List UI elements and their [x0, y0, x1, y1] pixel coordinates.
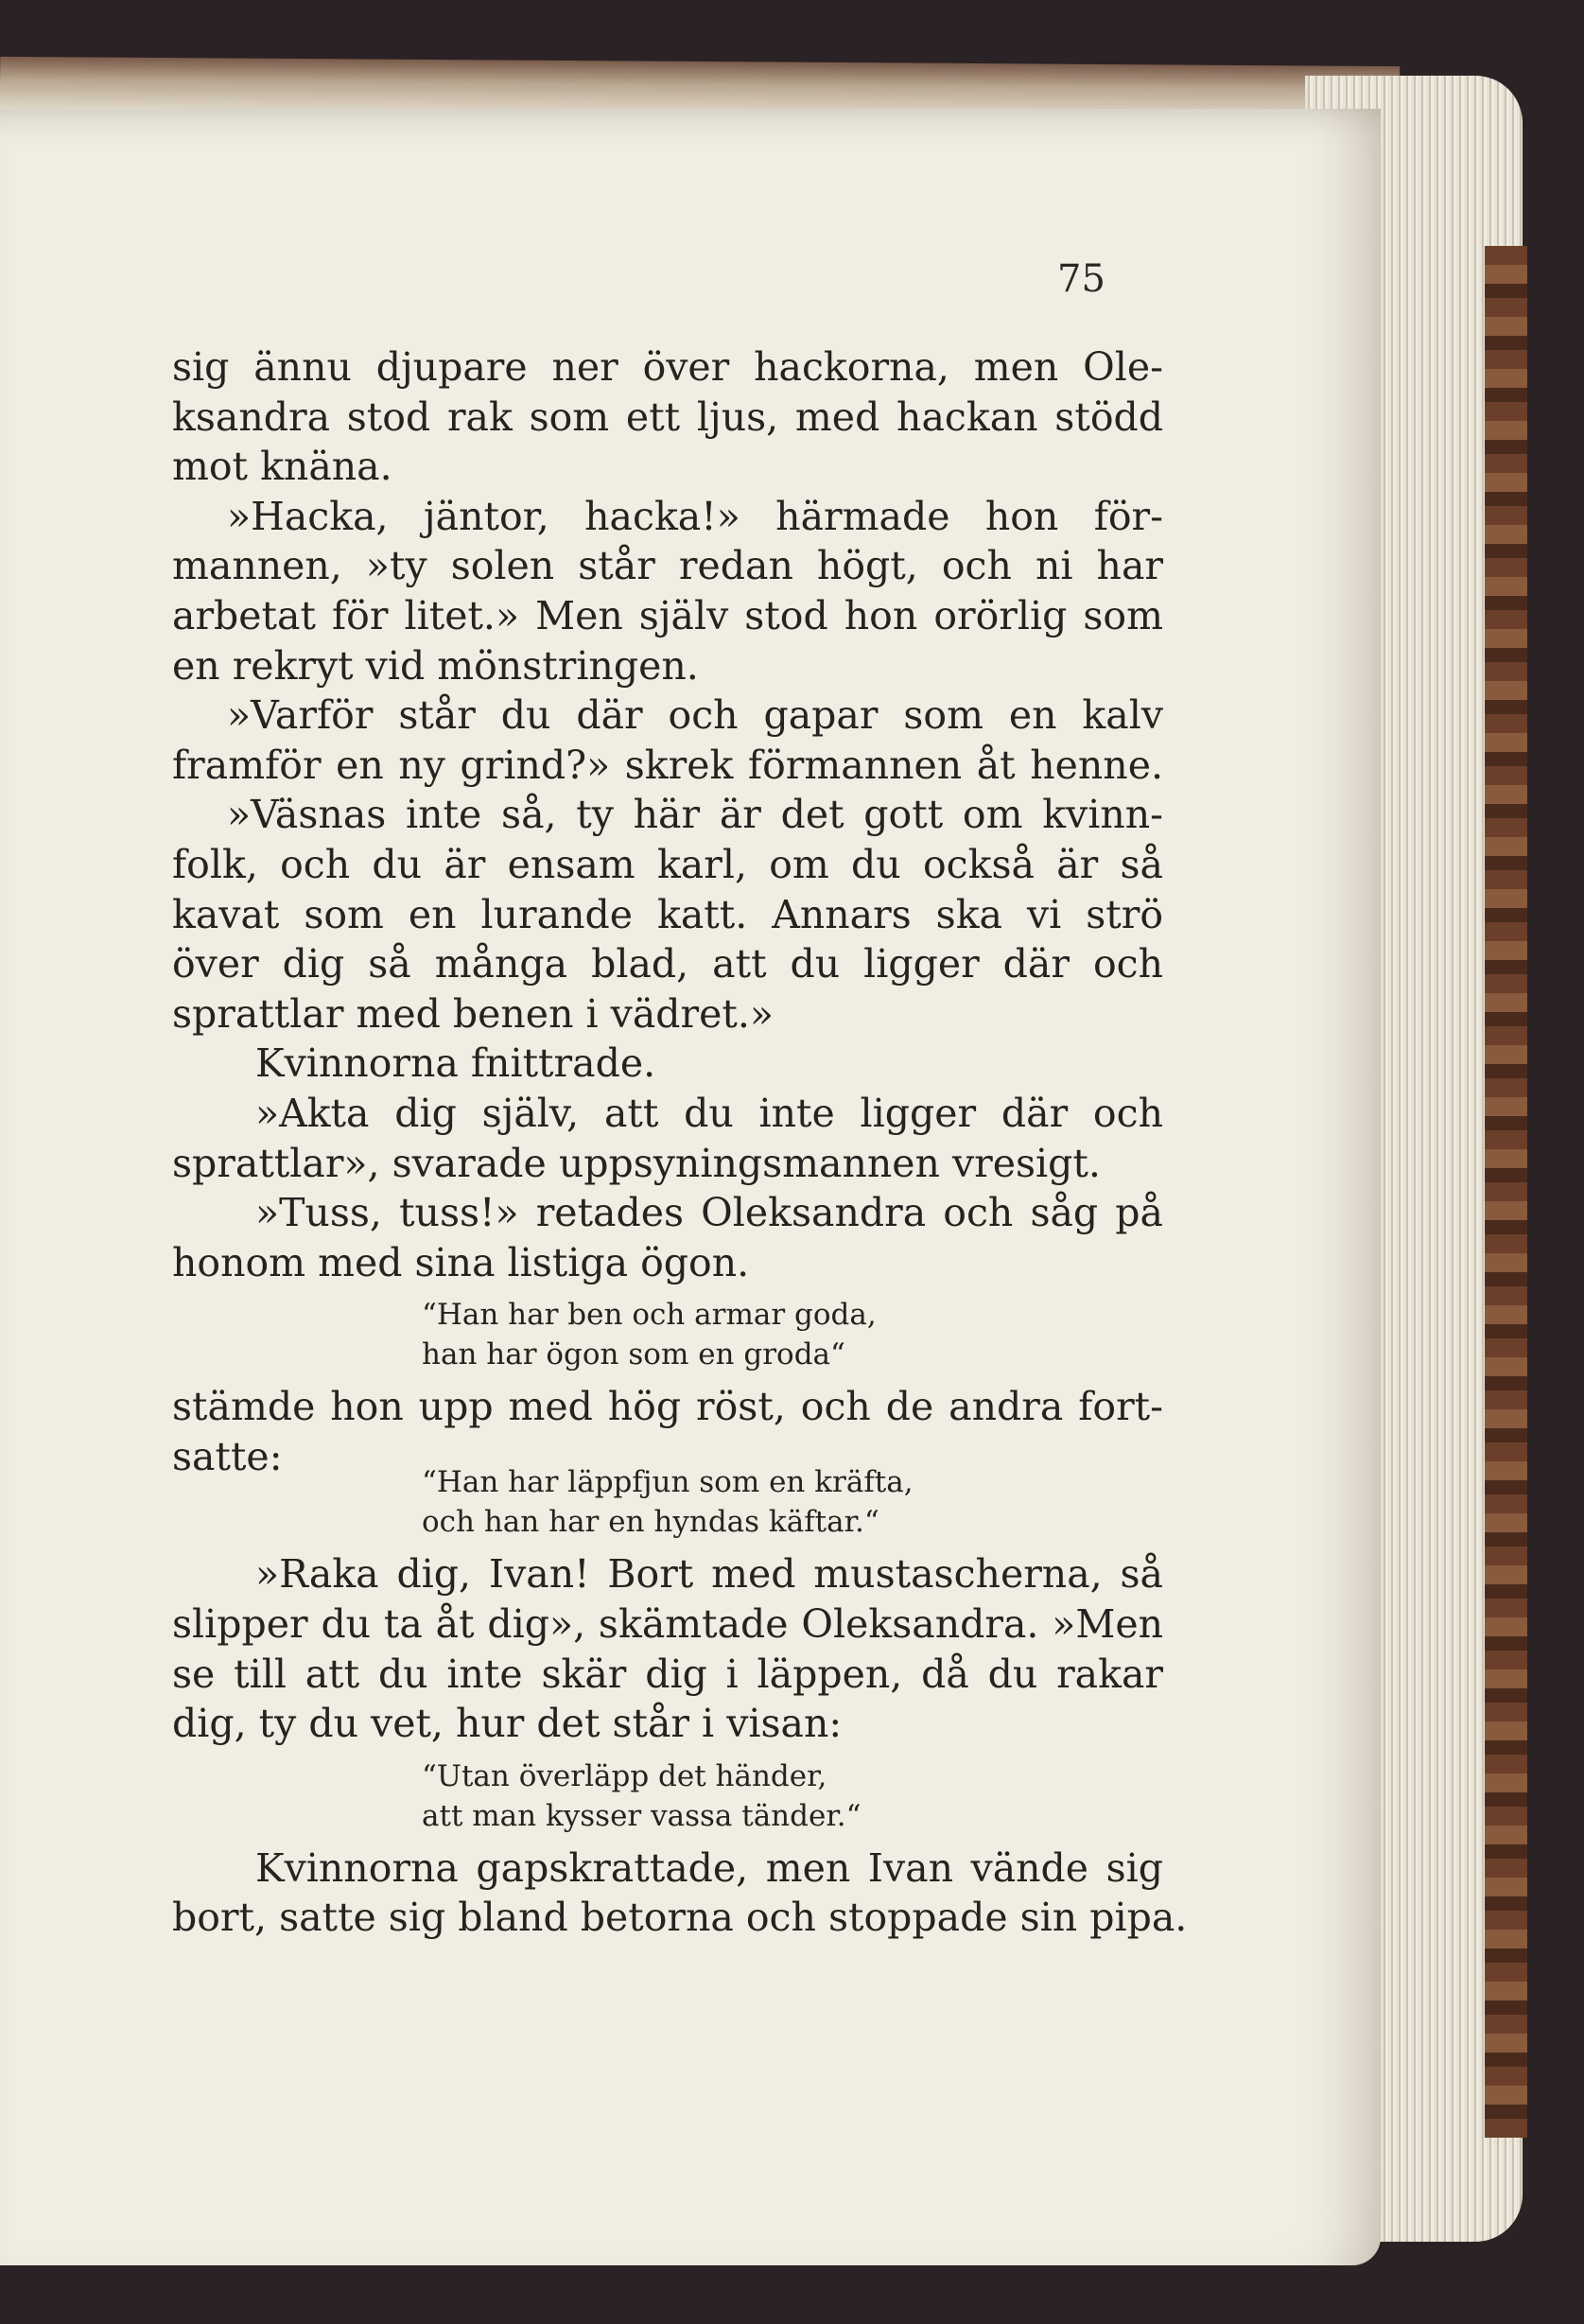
- verse-line: “Han har ben och armar goda,: [422, 1298, 877, 1333]
- text-line: se till att du inte skär dig i läppen, då du rakar: [172, 1651, 1163, 1697]
- text-line: en rekryt vid mönstringen.: [172, 642, 699, 689]
- text-line: bort, satte sig bland betorna och stoppade sin pipa.: [172, 1895, 1188, 1941]
- text-line: »Hacka, jäntor, hacka!» härmade hon för-: [227, 493, 1163, 539]
- body-text: [172, 342, 1188, 1943]
- verse-line: att man kysser vassa tänder.“: [422, 1798, 862, 1833]
- page-number: 75: [1057, 257, 1105, 301]
- verse-line: “Han har läppfjun som en kräfta,: [422, 1465, 914, 1500]
- text-line: »Akta dig själv, att du inte ligger där och: [255, 1090, 1163, 1136]
- text-line: Kvinnorna gapskrattade, men Ivan vände sig: [255, 1844, 1163, 1891]
- text-line: framför en ny grind?» skrek förmannen åt henne.: [172, 742, 1163, 788]
- text-line: över dig så många blad, att du ligger där och: [172, 941, 1163, 987]
- text-line: sprattlar med benen i vädret.»: [172, 990, 774, 1037]
- cover-edge: [1485, 246, 1527, 2138]
- verse-line: “Utan överläpp det händer,: [422, 1758, 827, 1793]
- text-line: sig ännu djupare ner över hackorna, men Ole-: [172, 344, 1163, 390]
- text-line: »Tuss, tuss!» retades Oleksandra och såg på: [255, 1190, 1163, 1236]
- verse-line: han har ögon som en groda“: [422, 1337, 845, 1372]
- text-line: stämde hon upp med hög röst, och de andra fort-: [172, 1384, 1163, 1430]
- text-line: mannen, »ty solen står redan högt, och ni har: [172, 543, 1163, 589]
- verse-block: [172, 1295, 1163, 1374]
- text-line: sprattlar», svarade uppsyningsmannen vresigt.: [172, 1140, 1101, 1186]
- text-line: mot knäna.: [172, 444, 392, 490]
- text-line: arbetat för litet.» Men själv stod hon orörlig som: [172, 592, 1163, 638]
- verse-line: och han har en hyndas käftar.“: [422, 1505, 879, 1540]
- text-line: dig, ty du vet, hur det står i visan:: [172, 1701, 843, 1747]
- text-line: »Raka dig, Ivan! Bort med mustascherna, så: [255, 1551, 1163, 1598]
- text-line: kavat som en lurande katt. Annars ska vi strö: [172, 891, 1163, 937]
- text-line: honom med sina listiga ögon.: [172, 1239, 750, 1285]
- text-line: »Väsnas inte så, ty här är det gott om kvinn-: [227, 792, 1163, 838]
- text-line: »Varför står du där och gapar som en kalv: [227, 692, 1163, 739]
- verse-block: [172, 1756, 1163, 1836]
- text-line: satte:: [172, 1433, 283, 1479]
- verse-block: [172, 1462, 1163, 1542]
- text-line: Kvinnorna fnittrade.: [255, 1040, 656, 1087]
- text-line: slipper du ta åt dig», skämtade Oleksandra. »Men: [172, 1601, 1163, 1648]
- text-line: folk, och du är ensam karl, om du också är så: [172, 841, 1163, 887]
- text-line: ksandra stod rak som ett ljus, med hackan stödd: [172, 393, 1163, 440]
